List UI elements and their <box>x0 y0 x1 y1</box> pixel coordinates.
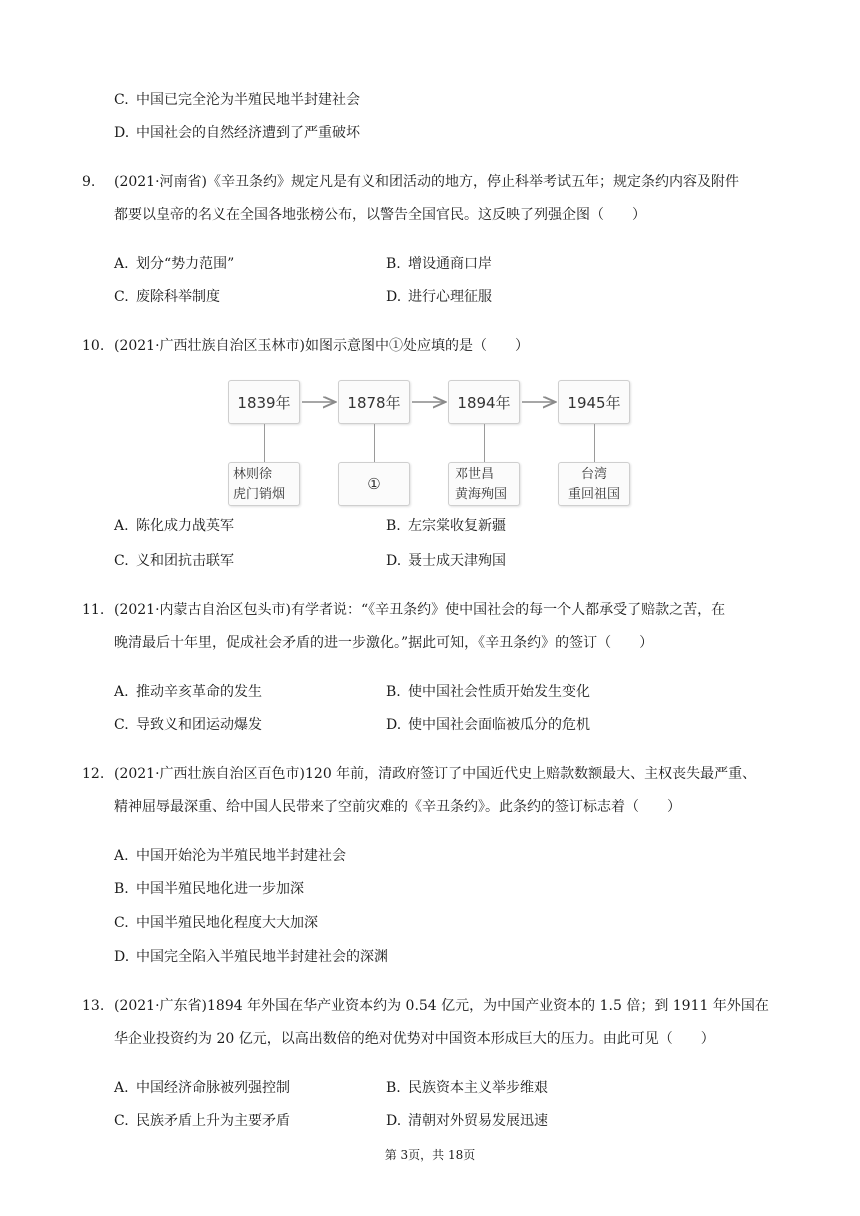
option-b[interactable] <box>386 1078 548 1098</box>
timeline-year: 1894年 <box>448 380 520 424</box>
option-a[interactable] <box>114 1078 290 1098</box>
option-a[interactable] <box>114 846 346 866</box>
option-letter: C. <box>114 717 129 733</box>
option-text: 民族资本主义举步维艰 <box>408 1080 548 1096</box>
option-text: 中国半殖民地化进一步加深 <box>136 881 304 897</box>
option-c[interactable] <box>114 913 318 933</box>
option-text: 推动辛亥革命的发生 <box>136 684 262 700</box>
option-a[interactable] <box>114 254 234 274</box>
timeline-event <box>558 462 630 506</box>
option-letter: D. <box>386 553 402 569</box>
option-letter: B. <box>386 518 401 534</box>
option-d[interactable] <box>114 947 388 967</box>
option-letter: D. <box>114 949 130 965</box>
option-b[interactable] <box>386 254 492 274</box>
event-line: 台湾 <box>580 467 607 482</box>
option-letter: B. <box>386 684 401 700</box>
option-letter: B. <box>386 256 401 272</box>
question-number: 10. <box>82 338 105 354</box>
option-letter: B. <box>386 1080 401 1096</box>
option-letter: C. <box>114 1113 129 1129</box>
option-text: 中国已完全沦为半殖民地半封建社会 <box>136 92 360 108</box>
option-c[interactable] <box>114 1111 290 1131</box>
option-d[interactable] <box>114 123 360 143</box>
option-text: 聂士成天津殉国 <box>408 553 506 569</box>
timeline-year: 1945年 <box>558 380 630 424</box>
option-text: 中国完全陷入半殖民地半封建社会的深渊 <box>136 949 388 965</box>
option-letter: A. <box>114 848 129 864</box>
question-stem-line: (2021·广东省)1894 年外国在华产业资本约为 0.54 亿元，为中国产业资本的 1.5 倍；到 1911 年外国在 <box>114 998 769 1014</box>
question-stem-line: (2021·内蒙古自治区包头市)有学者说：“《辛丑条约》使中国社会的每一个人都承受了赔款之苦，在 <box>114 602 726 618</box>
option-c[interactable] <box>114 90 360 110</box>
option-c[interactable] <box>114 287 220 307</box>
option-c[interactable] <box>114 551 234 571</box>
option-a[interactable] <box>114 682 262 702</box>
option-text: 中国社会的自然经济遭到了严重破坏 <box>136 125 360 141</box>
timeline-diagram <box>228 378 638 508</box>
option-letter: D. <box>386 289 402 305</box>
option-letter: A. <box>114 684 129 700</box>
option-text: 中国经济命脉被列强控制 <box>136 1080 290 1096</box>
event-line: 重回祖国 <box>567 487 620 502</box>
question-stem-line: 都要以皇帝的名义在全国各地张榜公布，以警告全国官民。这反映了列强企图（ ） <box>114 207 646 223</box>
option-text: 导致义和团运动爆发 <box>136 717 262 733</box>
option-text: 废除科举制度 <box>136 289 220 305</box>
question-stem-line: (2021·河南省)《辛丑条约》规定凡是有义和团活动的地方，停止科举考试五年；规定条约内容及附件 <box>114 174 740 190</box>
question-number: 9. <box>82 174 96 190</box>
question-number: 11. <box>82 602 105 618</box>
event-line: ① <box>367 475 381 493</box>
option-text: 中国开始沦为半殖民地半封建社会 <box>136 848 346 864</box>
timeline-connector <box>594 424 595 462</box>
event-line: 林则徐 <box>233 467 273 482</box>
option-c[interactable] <box>114 715 262 735</box>
option-text: 清朝对外贸易发展迅速 <box>408 1113 548 1129</box>
option-letter: B. <box>114 881 129 897</box>
option-text: 进行心理征服 <box>408 289 492 305</box>
option-text: 民族矛盾上升为主要矛盾 <box>136 1113 290 1129</box>
option-text: 划分“势力范围” <box>136 256 235 272</box>
option-b[interactable] <box>114 879 304 899</box>
event-line: 邓世昌 <box>455 467 495 482</box>
option-a[interactable] <box>114 516 234 536</box>
question-stem-line: 精神屈辱最深重、给中国人民带来了空前灾难的《辛丑条约》。此条约的签订标志着（ ） <box>114 799 681 815</box>
option-d[interactable] <box>386 715 590 735</box>
question-stem-line: (2021·广西壮族自治区玉林市)如图示意图中①处应填的是（ ） <box>114 338 530 354</box>
option-letter: C. <box>114 92 129 108</box>
option-text: 使中国社会性质开始发生变化 <box>408 684 590 700</box>
option-b[interactable] <box>386 682 590 702</box>
option-d[interactable] <box>386 1111 548 1131</box>
option-letter: C. <box>114 915 129 931</box>
question-number: 13. <box>82 998 105 1014</box>
option-text: 左宗棠收复新疆 <box>408 518 506 534</box>
timeline-event-blank <box>338 462 410 506</box>
option-text: 中国半殖民地化程度大大加深 <box>136 915 318 931</box>
timeline-connector <box>374 424 375 462</box>
option-text: 使中国社会面临被瓜分的危机 <box>408 717 590 733</box>
option-letter: D. <box>386 1113 402 1129</box>
question-stem-line: 晚清最后十年里，促成社会矛盾的进一步激化。”据此可知，《辛丑条约》的签订（ ） <box>114 635 654 651</box>
timeline-connector <box>484 424 485 462</box>
option-text: 陈化成力战英军 <box>136 518 234 534</box>
event-line: 黄海殉国 <box>455 487 508 502</box>
question-stem-line: (2021·广西壮族自治区百色市)120 年前，清政府签订了中国近代史上赔款数额最大、主权丧失最严重、 <box>114 766 757 782</box>
option-letter: C. <box>114 553 129 569</box>
timeline-event <box>228 462 300 506</box>
option-letter: A. <box>114 518 129 534</box>
option-text: 增设通商口岸 <box>408 256 492 272</box>
timeline-event <box>448 462 520 506</box>
timeline-year: 1878年 <box>338 380 410 424</box>
option-text: 义和团抗击联军 <box>136 553 234 569</box>
timeline-year: 1839年 <box>228 380 300 424</box>
timeline-connector <box>264 424 265 462</box>
option-letter: A. <box>114 256 129 272</box>
option-letter: C. <box>114 289 129 305</box>
option-letter: A. <box>114 1080 129 1096</box>
option-letter: D. <box>386 717 402 733</box>
option-d[interactable] <box>386 551 506 571</box>
option-b[interactable] <box>386 516 506 536</box>
question-number: 12. <box>82 766 105 782</box>
event-line: 虎门销烟 <box>233 487 286 502</box>
question-stem-line: 华企业投资约为 20 亿元，以高出数倍的绝对优势对中国资本形成巨大的压力。由此可见（ ） <box>114 1031 715 1047</box>
option-d[interactable] <box>386 287 492 307</box>
page-footer: 第 3页，共 18页 <box>384 1148 476 1162</box>
option-letter: D. <box>114 125 130 141</box>
